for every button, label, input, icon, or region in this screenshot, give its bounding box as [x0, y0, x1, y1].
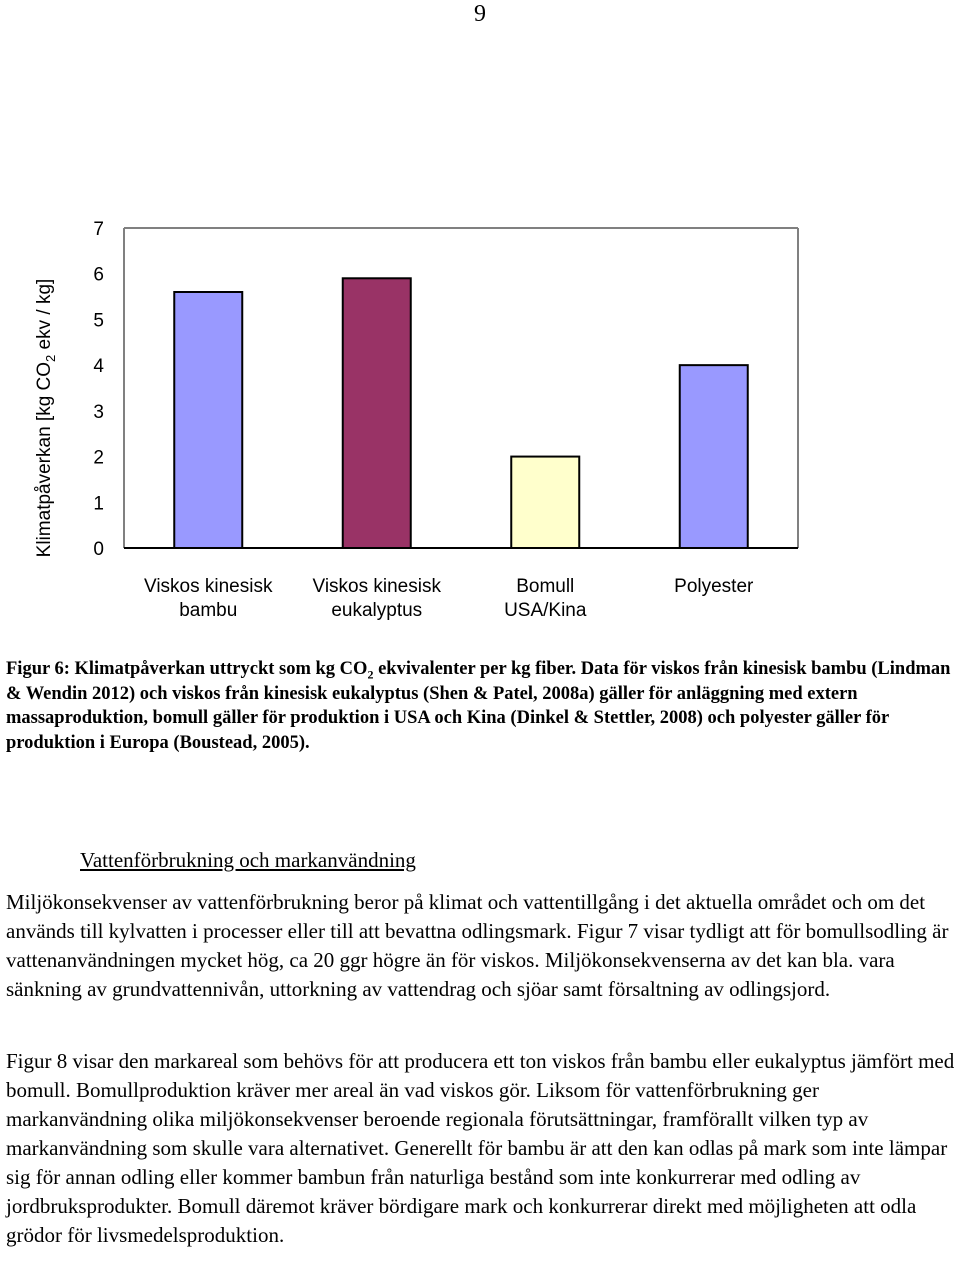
y-axis-label: [34, 279, 58, 558]
x-category-label-line: Bomull: [516, 576, 575, 597]
page-number: 9: [474, 1, 486, 27]
y-tick-label: 5: [93, 310, 104, 332]
caption-subscript: 2: [367, 667, 374, 682]
body-paragraph-land: Figur 8 visar den markareal som behövs för att producera ett ton viskos från bambu eller eukalyptus jämfört med bomull. Bomullproduktion kräver mer areal än vad viskos gör. Liksom för vattenförbrukning ger markanvändning olika miljökonsekvenser beroende regionala förutsättningar, framförallt vilken typ av markanvändning som skulle vara alternativet. Generellt för bambu är att den kan odlas på mark som inte lämpar sig för annan odling eller kommer bambun från naturliga bestånd som inte konkurrerar med odling av jordbruksprodukter. Bomull däremot kräver bördigare mark och konkurrerar direkt med möjligheten att odla grödor för livsmedelsproduktion.: [6, 1049, 955, 1247]
x-category-label-line: USA/Kina: [504, 600, 587, 621]
x-category-label-line: Viskos kinesisk: [312, 576, 441, 597]
x-axis-labels: [144, 576, 754, 621]
bars: [174, 278, 748, 548]
section-heading: Vattenförbrukning och markanvändning: [80, 848, 416, 872]
figure-caption: [6, 657, 954, 755]
svg-text:Klimatpåverkan [kg CO2 ekv / k: [34, 279, 58, 558]
y-tick-label: 7: [93, 219, 104, 240]
bar: [680, 365, 748, 548]
y-axis-label-tail: ekv / kg]: [34, 278, 55, 355]
bar: [511, 457, 579, 548]
y-tick-label: 2: [93, 447, 104, 469]
y-tick-label: 6: [93, 264, 104, 286]
x-category-label: [504, 576, 587, 621]
y-tick-label: 3: [93, 401, 104, 423]
x-category-label: [144, 576, 273, 621]
x-category-label-line: Polyester: [674, 576, 754, 597]
caption-rest: ekvivalenter per kg fiber. Data för viskos från kinesisk bambu (Lindman & Wendin 2012) och viskos från kinesisk eukalyptus (Shen & Patel, 2008a) gäller för anläggning med extern massaproduktion, bomull gäller för produktion i USA och Kina (Dinkel & Stettler, 2008) och polyester gäller för produktion i Europa (Boustead, 2005).: [6, 659, 951, 753]
y-tick-label: 0: [93, 539, 104, 560]
x-category-label: [313, 576, 442, 621]
x-category-label-line: eukalyptus: [331, 600, 423, 621]
y-axis-ticks: [93, 219, 104, 560]
y-axis-label-subscript: 2: [43, 354, 58, 362]
x-category-label: [674, 576, 754, 597]
y-tick-label: 4: [93, 356, 104, 378]
body-paragraph-water: Miljökonsekvenser av vattenförbrukning beror på klimat och vattentillgång i det aktuella området och om det används till kylvatten i processer eller till att bevattna odlingsmark. Figur 7 visar tydligt att för bomullsodling är vattenanvändningen mycket hög, ca 20 ggr högre än för viskos. Miljökonsekvenserna av det kan bla. vara sänkning av grundvattennivån, uttorkning av vattendrag och sjöar samt försaltning av odlingsjord.: [6, 890, 949, 1001]
bar: [174, 292, 242, 548]
caption-main: Figur 6: Klimatpåverkan uttryckt som kg CO: [6, 659, 368, 679]
y-tick-label: 1: [93, 493, 104, 515]
x-category-label-line: Viskos kinesisk: [144, 576, 273, 597]
bar: [343, 278, 411, 548]
y-axis-label-main: Klimatpåverkan [kg CO: [34, 361, 55, 558]
x-category-label-line: bambu: [179, 600, 238, 621]
